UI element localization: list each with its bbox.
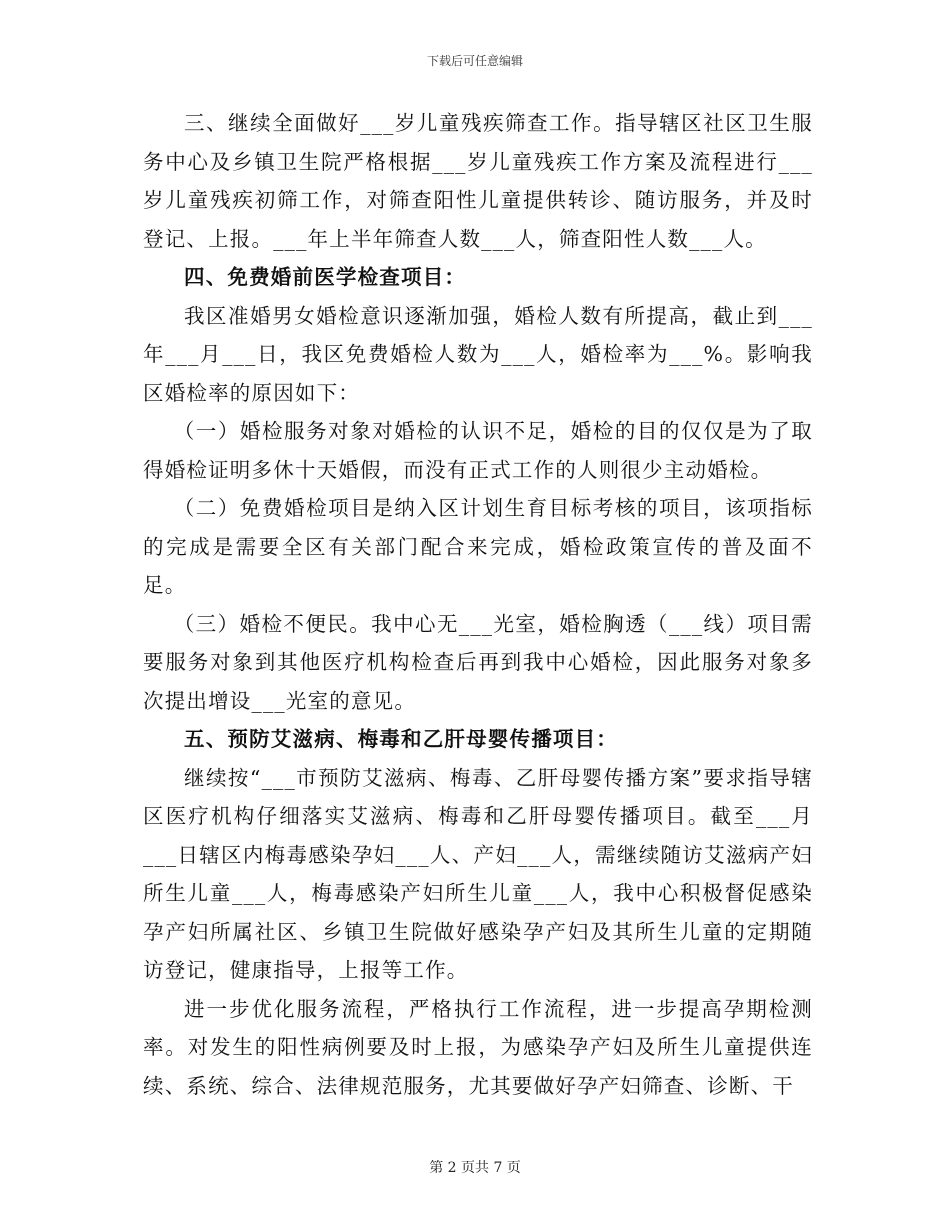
paragraph: 我区准婚男女婚检意识逐渐加强，婚检人数有所提高，截止到___年___月___日，我区免费婚检人数为___人，婚检率为___%。影响我区婚检率的原因如下： — [143, 303, 813, 405]
paragraph: 进一步优化服务流程，严格执行工作流程，进一步提高孕期检测率。对发生的阳性病例要及时上报，为感染孕产妇及所生儿童提供连续、系统、综合、法律规范服务，尤其要做好孕产妇筛查、诊断、干 — [143, 996, 813, 1098]
sub-paragraph: （二）免费婚检项目是纳入区计划生育目标考核的项目，该项指标的完成是需要全区有关部门配合来完成，婚检政策宣传的普及面不足。 — [143, 496, 813, 597]
sub-paragraph: （一）婚检服务对象对婚检的认识不足，婚检的目的仅仅是为了取得婚检证明多休十天婚假，而没有正式工作的人则很少主动婚检。 — [143, 419, 813, 482]
page-footer: 第 2 页共 7 页 — [429, 1160, 521, 1176]
section-heading: 四、免费婚前医学检查项目： — [184, 265, 467, 289]
document-body — [143, 104, 813, 1105]
paragraph: 三、继续全面做好___岁儿童残疾筛查工作。指导辖区社区卫生服务中心及乡镇卫生院严格根据___岁儿童残疾工作方案及流程进行___岁儿童残疾初筛工作，对筛查阳性儿童提供转诊、随访服务，并及时登记、上报。___年上半年筛查人数___人，筛查阳性人数___人。 — [143, 111, 813, 251]
section-heading: 五、预防艾滋病、梅毒和乙肝母婴传播项目： — [184, 727, 618, 751]
page-header: 下载后可任意编辑 — [426, 54, 523, 68]
paragraph: 继续按“___市预防艾滋病、梅毒、乙肝母婴传播方案”要求指导辖区医疗机构仔细落实艾滋病、梅毒和乙肝母婴传播项目。截至___月___日辖区内梅毒感染孕妇___人、产妇___人，需继续随访艾滋病产妇所生儿童___人，梅毒感染产妇所生儿童___人，我中心积极督促感染孕产妇所属社区、乡镇卫生院做好感染孕产妇及其所生儿童的定期随访登记，健康指导，上报等工作。 — [143, 765, 813, 982]
sub-paragraph: （三）婚检不便民。我中心无___光室，婚检胸透（___线）项目需要服务对象到其他医疗机构检查后再到我中心婚检，因此服务对象多次提出增设___光室的意见。 — [143, 611, 813, 713]
